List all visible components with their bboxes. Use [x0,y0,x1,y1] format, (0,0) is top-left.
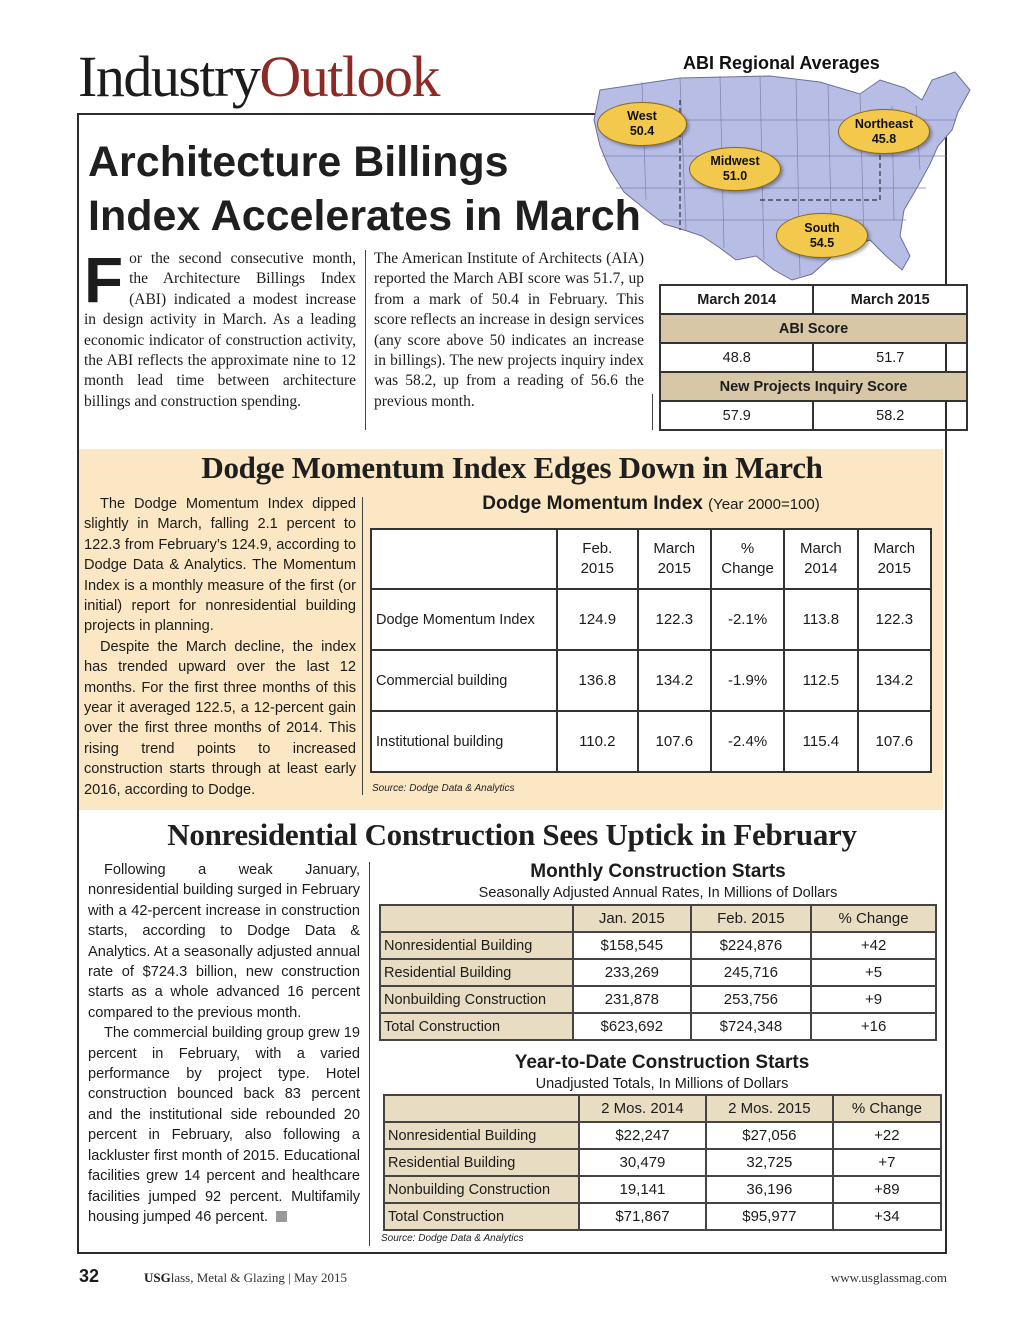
badge-south [776,213,868,258]
dodge-paragraph-2: Despite the March decline, the index has trended upward over the last 12 months. For the first three months of this year it averaged 122.5, a 12-percent gain over the first three months of 2014. This rising trend points to increased construction starts through at least early 2016, according to Dodge. [84,638,356,798]
table-cell: 115.4 [784,711,857,772]
table-cell: 253,756 [691,986,812,1013]
dodge-header: March 2015 [638,529,711,589]
nonres-article-text [88,860,360,1227]
row-label: Institutional building [371,711,557,772]
table-cell: $95,977 [706,1203,833,1230]
table-cell: 30,479 [579,1149,706,1176]
table-header: % Change [833,1095,941,1122]
dodge-header: March 2014 [784,529,857,589]
table-cell: +5 [811,959,936,986]
brand-industry: Industry [78,44,260,109]
table-cell: 134.2 [858,650,931,711]
table-cell: 36,196 [706,1176,833,1203]
dodge-source-note: Source: Dodge Data & Analytics [372,783,515,794]
drop-cap: F [84,244,124,316]
table-row [384,1176,941,1203]
table-row [380,986,936,1013]
dodge-table-subtitle: (Year 2000=100) [708,496,820,513]
dodge-momentum-table [370,528,932,773]
table-header: % Change [811,905,936,932]
footer-issue: May 2015 [293,1270,348,1285]
section-brand [78,44,439,109]
table-cell: +42 [811,932,936,959]
row-label: Nonresidential Building [384,1122,579,1149]
table-cell: -1.9% [711,650,784,711]
monthly-table-subtitle: Seasonally Adjusted Annual Rates, In Millions of Dollars [478,885,838,901]
dodge-header: % Change [711,529,784,589]
badge-northeast-name: Northeast [854,117,914,131]
table-cell: 231,878 [573,986,691,1013]
abi-column-2: The American Institute of Architects (AIA) reported the March ABI score was 51.7, up from a mark of 50.4 in February. This score reflects an increase in design services (any score above 50 indicates an increase in billings). The new projects inquiry index was 58.2, up from a reading of 56.6 the previous month. [374,250,644,410]
row-label: Nonbuilding Construction [380,986,573,1013]
monthly-starts-table [379,904,937,1041]
table-cell: $71,867 [579,1203,706,1230]
footer-separator: | [288,1270,291,1285]
table-cell: $623,692 [573,1013,691,1040]
table-cell: +9 [811,986,936,1013]
brand-outlook: Outlook [259,44,439,109]
table-cell: -2.1% [711,589,784,650]
column-divider [362,497,363,795]
table-cell: $224,876 [691,932,812,959]
table-header: 2 Mos. 2015 [706,1095,833,1122]
abi-score-2015: 51.7 [813,343,967,372]
table-cell: +16 [811,1013,936,1040]
nonres-section-title: Nonresidential Construction Sees Uptick in February [167,817,857,852]
column-divider [365,250,366,430]
table-row [371,589,931,650]
dodge-header: Feb. 2015 [557,529,638,589]
header-blank [384,1095,579,1122]
badge-northeast-value: 45.8 [871,132,897,146]
abi-headline-line2: Index Accelerates in March [88,192,641,240]
footer-publication [144,1270,347,1286]
row-label: Commercial building [371,650,557,711]
ytd-table-title: Year-to-Date Construction Starts [514,1052,810,1073]
table-cell: $27,056 [706,1122,833,1149]
npi-score-2015: 58.2 [813,401,967,430]
table-cell: 112.5 [784,650,857,711]
badge-west-name: West [627,109,657,123]
npi-score-label: New Projects Inquiry Score [660,372,967,401]
table-cell: 19,141 [579,1176,706,1203]
column-divider [652,394,653,430]
table-cell: 122.3 [638,589,711,650]
table-cell: 122.3 [858,589,931,650]
header-blank [380,905,573,932]
table-cell: 107.6 [638,711,711,772]
table-row [384,1203,941,1230]
abi-col-2014: March 2014 [660,285,813,314]
dodge-header-blank [371,529,557,589]
abi-score-table [659,284,968,431]
abi-headline [88,135,728,243]
table-row [380,932,936,959]
table-header: 2 Mos. 2014 [579,1095,706,1122]
footer-pub-bold: USG [144,1270,171,1285]
table-cell: -2.4% [711,711,784,772]
dodge-table-title [370,493,932,515]
badge-midwest-value: 51.0 [722,169,748,183]
map-title: ABI Regional Averages [683,53,880,73]
page-number: 32 [79,1266,100,1286]
row-label: Residential Building [380,959,573,986]
table-cell: +34 [833,1203,941,1230]
row-label: Dodge Momentum Index [371,589,557,650]
table-row [380,959,936,986]
table-row [380,1013,936,1040]
table-row [384,1122,941,1149]
table-cell: $158,545 [573,932,691,959]
row-label: Nonbuilding Construction [384,1176,579,1203]
npi-score-2014: 57.9 [660,401,813,430]
table-cell: +89 [833,1176,941,1203]
monthly-table-title: Monthly Construction Starts [530,861,786,882]
table-header: Jan. 2015 [573,905,691,932]
table-cell: $724,348 [691,1013,812,1040]
row-label: Total Construction [380,1013,573,1040]
table-cell: 233,269 [573,959,691,986]
nonres-paragraph-2 [88,1023,360,1227]
abi-col-2015: March 2015 [813,285,967,314]
badge-south-value: 54.5 [809,236,835,250]
row-label: Nonresidential Building [380,932,573,959]
table-cell: 113.8 [784,589,857,650]
dodge-article-text [84,494,356,800]
table-cell: $22,247 [579,1122,706,1149]
badge-midwest-name: Midwest [710,154,760,168]
dodge-section-title: Dodge Momentum Index Edges Down in March [201,450,823,485]
badge-west-value: 50.4 [629,124,655,138]
table-cell: 110.2 [557,711,638,772]
footer-url: www.usglassmag.com [830,1270,947,1285]
badge-northeast [838,109,930,154]
end-mark-icon [276,1211,287,1222]
ytd-starts-table [383,1094,942,1231]
dodge-header: March 2015 [858,529,931,589]
table-cell: 245,716 [691,959,812,986]
abi-score-2014: 48.8 [660,343,813,372]
nonres-paragraph-2-text: The commercial building group grew 19 percent in February, with a varied performance by project type. Hotel construction bounced back 83 percent and the institutional side rebounded 20 percent in February, also following a lackluster first month of 2015. Educational facilities grew 14 percent and healthcare facilities jumped 92 percent. Multifamily housing jumped 46 percent. [88,1025,360,1225]
badge-south-name: South [804,221,840,235]
table-row [371,711,931,772]
table-cell: 124.9 [557,589,638,650]
nonres-paragraph-1: Following a weak January, nonresidential building surged in February with a 42-percent increase in construction starts, according to Dodge Data & Analytics. At a seasonally adjusted annual rate of $724.3 billion, new construction starts as a whole advanced 16 percent compared to the previous month. [88,862,360,1021]
table-header: Feb. 2015 [691,905,812,932]
table-cell: 32,725 [706,1149,833,1176]
table-row [371,650,931,711]
table-cell: +7 [833,1149,941,1176]
abi-score-label: ABI Score [660,314,967,343]
nonres-source-note: Source: Dodge Data & Analytics [381,1233,524,1244]
row-label: Total Construction [384,1203,579,1230]
table-cell: 136.8 [557,650,638,711]
dodge-paragraph-1: The Dodge Momentum Index dipped slightly in March, falling 2.1 percent to 122.3 from February’s 124.9, according to Dodge Data & Analytics. The Momentum Index is a monthly measure of the first (or initial) report for nonresidential building projects in planning. [84,496,356,635]
column-divider [369,862,370,1246]
footer-pub-rest: lass, Metal & Glazing [170,1270,285,1285]
row-label: Residential Building [384,1149,579,1176]
abi-headline-line1: Architecture Billings [88,138,509,186]
table-cell: 134.2 [638,650,711,711]
table-row [384,1149,941,1176]
ytd-table-subtitle: Unadjusted Totals, In Millions of Dollars [535,1076,789,1092]
table-cell: 107.6 [858,711,931,772]
dodge-table-title-main: Dodge Momentum Index [482,493,703,514]
abi-column-1-text: or the second consecutive month, the Architecture Billings Index (ABI) indicated a modest increase in design activity in March. As a leading economic indicator of construction activity, the ABI reflects the approximate nine to 12 month lead time between architecture billings and construction spending. [84,250,356,410]
table-cell: +22 [833,1122,941,1149]
abi-column-1 [84,244,356,412]
